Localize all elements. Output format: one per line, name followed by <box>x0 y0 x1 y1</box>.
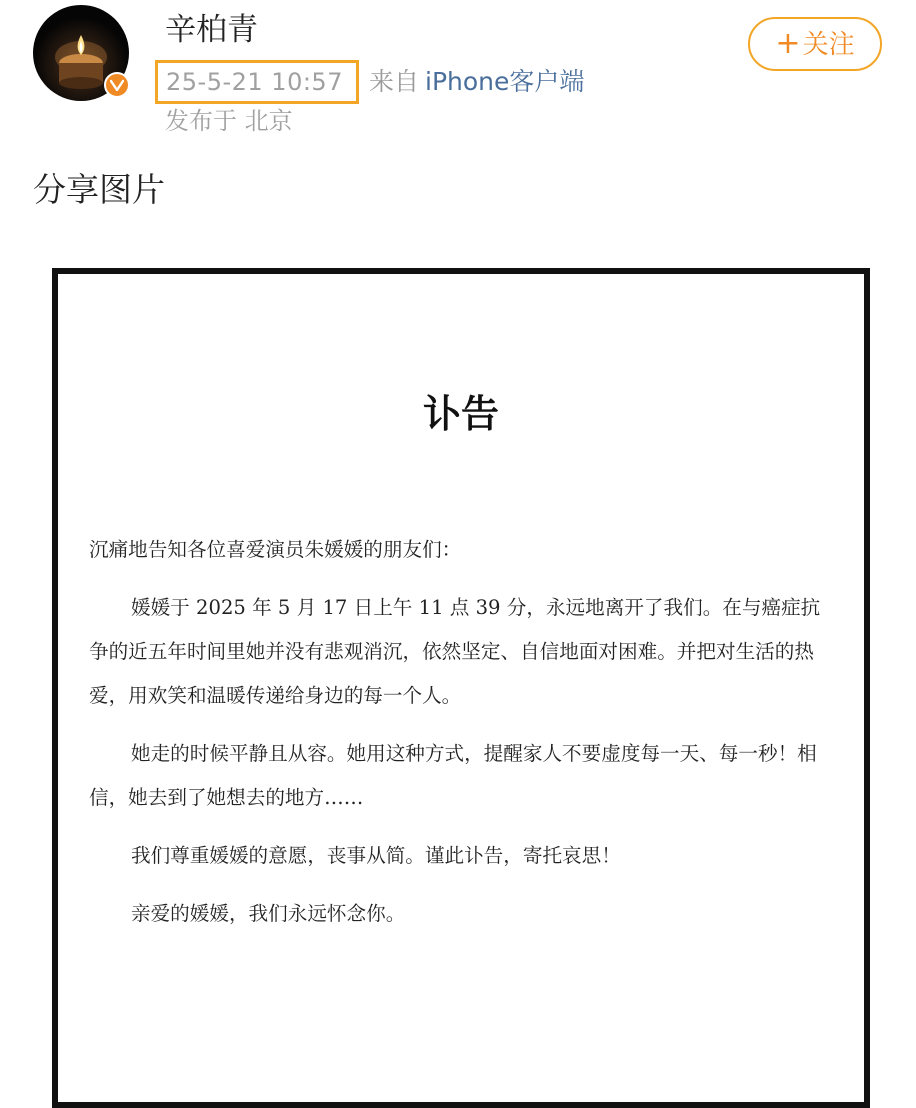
follow-button[interactable] <box>748 17 882 71</box>
obituary-paragraph: 她走的时候平静且从容。她用这种方式，提醒家人不要虚度每一天、每一秒！相信，她去到了她想去的地方…… <box>89 742 817 809</box>
obituary-greeting: 沉痛地告知各位喜爱演员朱媛媛的朋友们： <box>89 538 462 561</box>
obituary-paragraph: 亲爱的媛媛，我们永远怀念你。 <box>131 902 406 925</box>
post-location: 发布于 北京 <box>165 107 293 135</box>
obituary-paragraph: 媛媛于 2025 年 5 月 17 日上午 11 点 39 分，永远地离开了我们。在与癌症抗争的近五年时间里她并没有悲观消沉，依然坚定、自信地面对困难。并把对生活的热爱，用欢笑和温暖传递给身边的每一个人。 <box>89 596 821 707</box>
obituary-title: 讣告 <box>422 392 499 436</box>
post-header <box>0 0 916 150</box>
obituary-body <box>89 528 839 936</box>
plus-icon: + <box>775 26 801 61</box>
obituary-paragraph: 我们尊重媛媛的意愿，丧事从简。谨此讣告，寄托哀思！ <box>131 844 621 867</box>
client-link[interactable]: iPhone客户端 <box>425 67 585 96</box>
source-prefix: 来自 <box>369 67 420 96</box>
post-caption: 分享图片 <box>33 170 165 209</box>
verified-badge-icon <box>104 72 130 98</box>
username[interactable]: 辛柏青 <box>165 12 258 48</box>
post-timestamp: 25-5-21 10:57 <box>155 60 359 104</box>
obituary-image[interactable] <box>52 268 870 1108</box>
follow-label: 关注 <box>802 30 855 60</box>
